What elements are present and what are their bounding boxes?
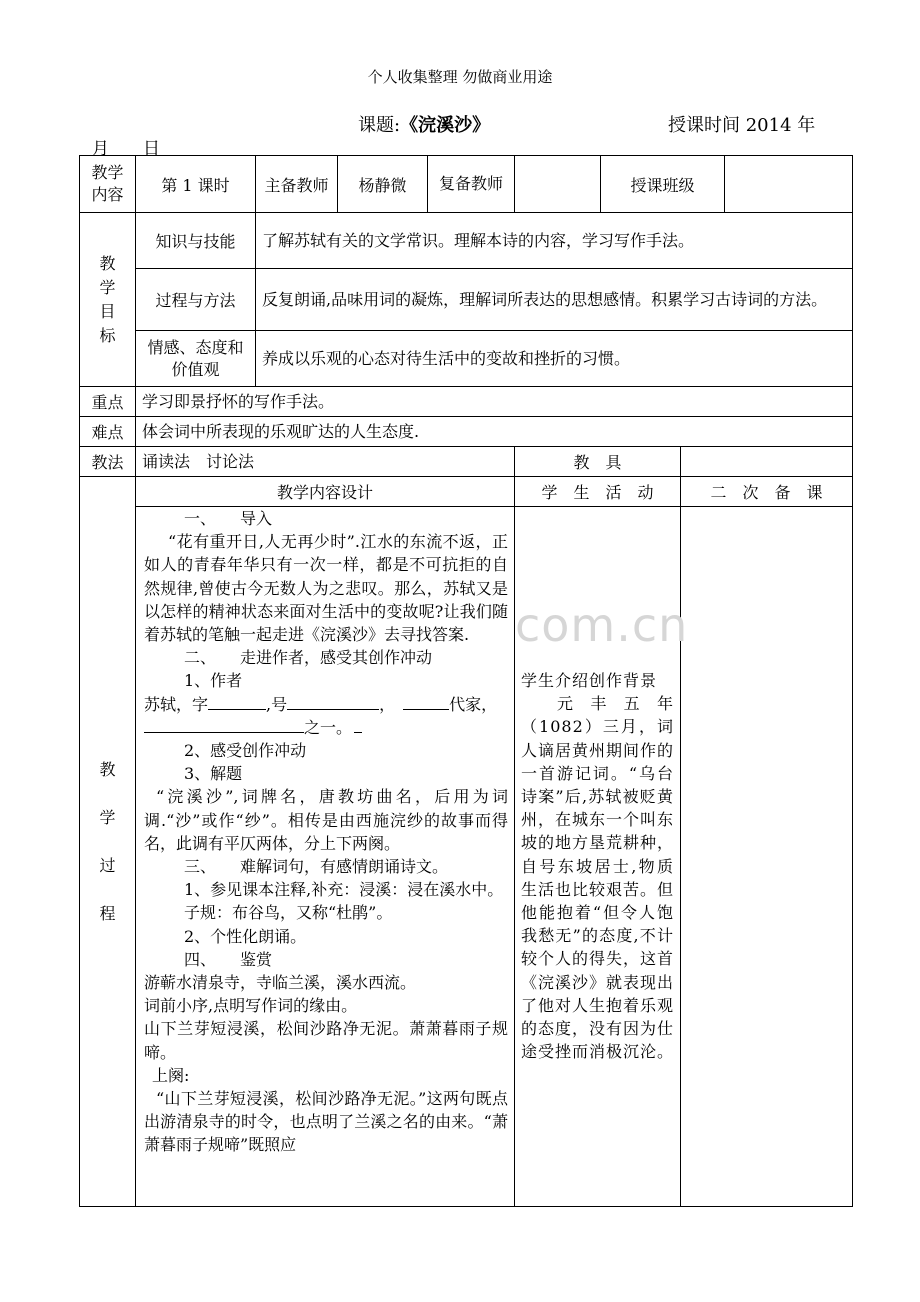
- section-intro-heading: 一、 导入: [184, 509, 273, 528]
- key-point-label: 重点: [80, 387, 136, 417]
- header-note: 个人收集整理 勿做商业用途: [367, 68, 553, 86]
- title-subheading: 3、解题: [184, 764, 243, 784]
- tools-value: [681, 447, 853, 477]
- main-teacher-label: 主备教师: [256, 156, 338, 213]
- activity-intro: 学生介绍创作背景: [521, 671, 658, 690]
- second-prep-col-header: 二 次 备 课: [681, 477, 853, 507]
- fill-text-5: 之一。: [304, 717, 353, 737]
- creation-subheading: 2、感受创作冲动: [184, 741, 307, 761]
- co-teacher-value: [515, 156, 601, 213]
- goal-label-attitude: [136, 331, 256, 387]
- goal-text-attitude: 养成以乐观的心态对待生活中的变故和挫折的习惯。: [256, 331, 853, 387]
- design-content: [136, 507, 515, 1207]
- annotation-text: 1、参见课本注释,补充：浸溪：浸在溪水中。 子规：布谷鸟，又称“杜鹃”。: [184, 880, 512, 923]
- fill-text-4: 代家，: [449, 694, 498, 714]
- upper-stanza-analysis: “山下兰芽短浸溪，松间沙路净无泥。”这两句既点出游清泉寺的时令，也点明了兰溪之名的由来。“萧萧暮雨子规啼”既照应: [144, 1089, 509, 1155]
- teaching-goals-label: [80, 213, 136, 387]
- difficulty-label: 难点: [80, 417, 136, 447]
- lesson-number: 第 1 课时: [136, 156, 256, 213]
- tools-label: 教 具: [515, 447, 681, 477]
- fill-text-2: ,号: [266, 694, 288, 714]
- activity-background: 元丰五年（1082）三月，词人谪居黄州期间作的一首游记词。“乌台诗案”后,苏轼被贬黄州，在城东一个叫东坡的地方垦荒耕种，自号东坡居士,物质生活也比较艰苦。但他能抱着“但令人饱我愁无”的态度,不计较个人的得失，这首《浣溪沙》就表现出了他对人生抱着乐观的态度，没有因为仕途受挫而消极沉沦。: [521, 694, 675, 1062]
- preface-line: 游蕲水清泉寺，寺临兰溪，溪水西流。: [144, 973, 417, 993]
- upper-stanza-label: 上阕:: [152, 1065, 190, 1085]
- annotation-paragraph: [144, 878, 512, 924]
- section-appreciation-heading: 四、 鉴赏: [184, 949, 273, 969]
- process-label: [80, 477, 136, 1207]
- intro-paragraph: “花有重开日,人无再少时”.江水的东流不返，正如人的青春年华只有一次一样，都是不可抗拒的自然规律,曾使古今无数人为之悲叹。那么，苏轼又是以怎样的精神状态来面对生活中的变故呢?让我们随着苏轼的笔触一起走进《浣溪沙》去寻找答案.: [144, 532, 509, 645]
- watermark: com.cn: [515, 598, 689, 652]
- class-value: [725, 156, 853, 213]
- topic: [358, 111, 490, 137]
- reading-subheading: 2、个性化朗诵。: [184, 926, 307, 946]
- goal-text-process: 反复朗诵,品味用词的凝炼，理解词所表达的思想感情。积累学习古诗词的方法。: [256, 269, 853, 331]
- teaching-content-label: 教学内容: [80, 156, 136, 213]
- preface-note: 词前小序,点明写作词的缘由。: [144, 996, 358, 1016]
- key-point-text: 学习即景抒怀的写作手法。: [136, 387, 853, 417]
- class-label: 授课班级: [601, 156, 725, 213]
- poem-upper-lines: 山下兰芽短浸溪，松间沙路净无泥。萧萧暮雨子规啼。: [144, 1019, 509, 1062]
- lesson-plan-table: [79, 155, 853, 1207]
- goal-label-attitude-text: 情感、态度和价值观: [147, 337, 244, 379]
- class-time-label: 授课时间 2014 年: [668, 115, 816, 136]
- fill-text-1: 苏轼，字: [144, 694, 209, 714]
- co-teacher-label: 复备教师: [428, 156, 515, 213]
- section-author-heading: 二、 走进作者，感受其创作冲动: [184, 648, 433, 668]
- process-label-text: 教学过程: [99, 759, 116, 923]
- topic-title: 《浣溪沙》: [400, 115, 491, 136]
- difficulty-text: 体会词中所表现的乐观旷达的人生态度.: [136, 417, 853, 447]
- month-day: 月 日: [92, 139, 160, 159]
- method-text: 诵读法 讨论法: [136, 447, 515, 477]
- goal-label-knowledge: 知识与技能: [136, 213, 256, 269]
- teaching-goals-text: 教学目标: [99, 253, 116, 345]
- method-label: 教法: [80, 447, 136, 477]
- activity-col-header: 学 生 活 动: [515, 477, 681, 507]
- goal-text-knowledge: 了解苏轼有关的文学常识。理解本诗的内容，学习写作手法。: [256, 213, 853, 269]
- main-teacher-name: 杨静微: [338, 156, 428, 213]
- fill-text-3: ，: [379, 694, 396, 714]
- blank-hao[interactable]: [287, 693, 379, 710]
- author-subheading: 1、作者: [184, 671, 243, 691]
- title-paragraph: “浣溪沙”,词牌名，唐教坊曲名，后用为词调.“沙”或作“纱”。相传是由西施浣纱的故事而得名，此调有平仄两体，分上下两阕。: [144, 787, 509, 853]
- blank-end[interactable]: [354, 716, 362, 733]
- blank-zi[interactable]: [208, 693, 266, 710]
- section-reading-heading: 三、 难解词句，有感情朗诵诗文。: [184, 857, 449, 877]
- blank-group[interactable]: [144, 716, 304, 733]
- design-col-header: 教学内容设计: [136, 477, 515, 507]
- blank-dynasty[interactable]: [403, 693, 449, 710]
- second-prep-content: [681, 507, 853, 1207]
- topic-label: 课题:: [358, 115, 401, 136]
- author-fill-line: [144, 693, 508, 739]
- goal-label-process: 过程与方法: [136, 269, 256, 331]
